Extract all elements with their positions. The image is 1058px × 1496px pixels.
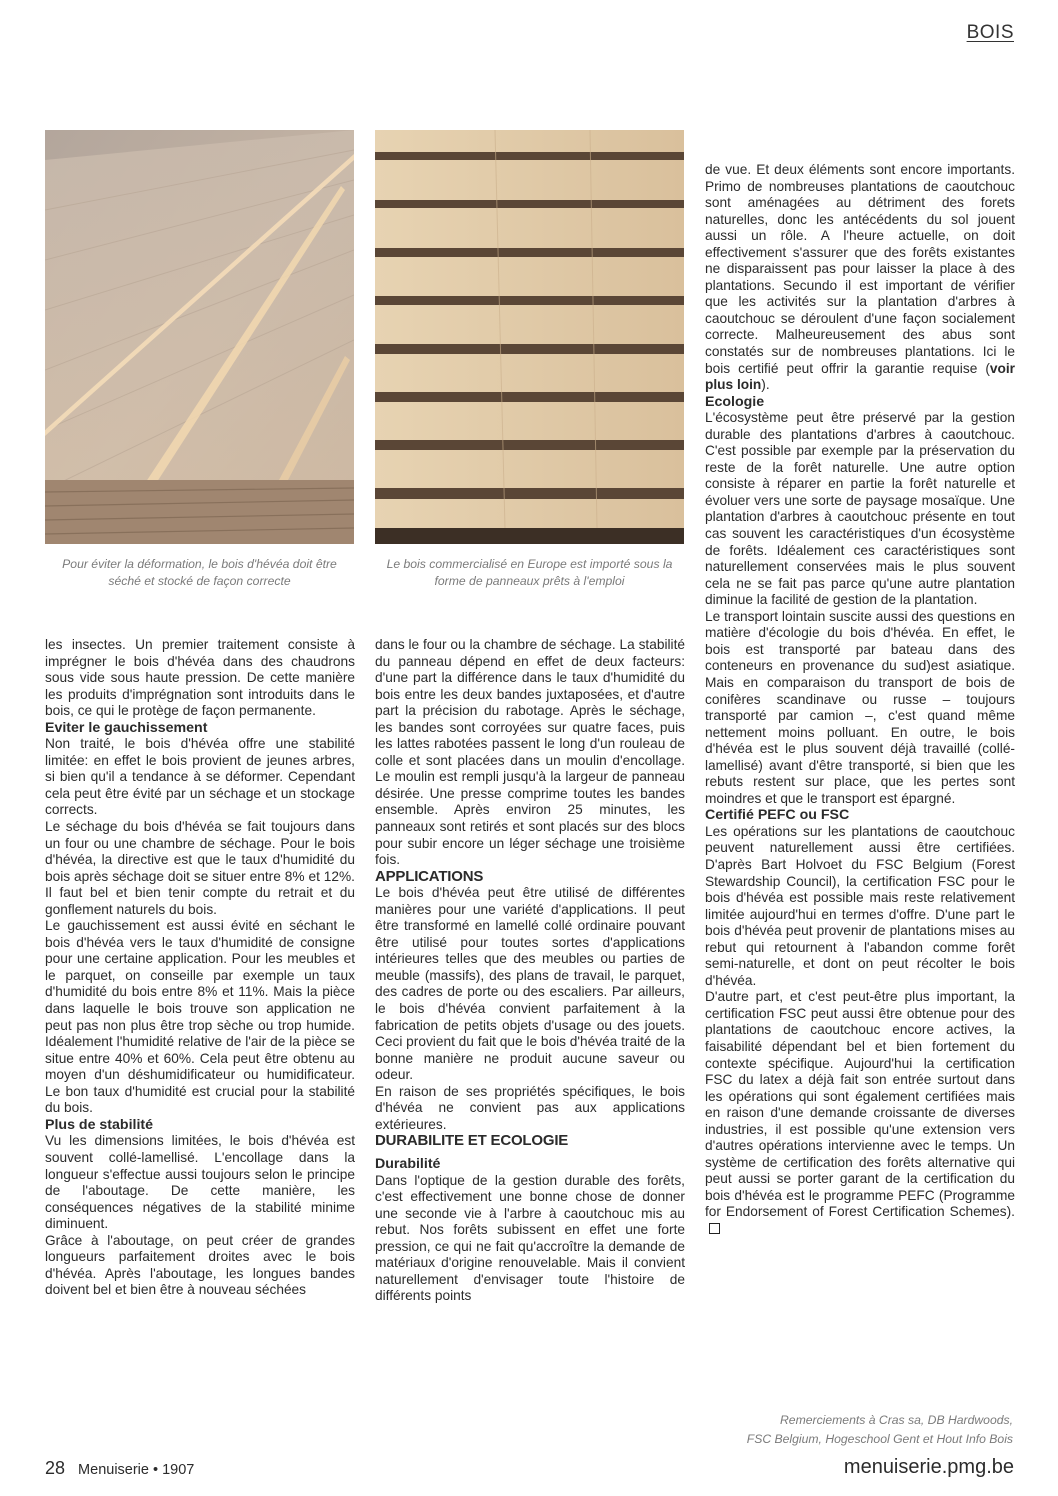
paragraph: Grâce à l'aboutage, on peut créer de grandes longueurs parfaitement droites avec le bois d'hévéa. Après l'aboutage, les longues bandes doivent bel et bien être à nouveau séchées <box>45 1232 355 1298</box>
photo-caption-2: Le bois commercialisé en Europe est importé sous la forme de panneaux prêts à l'emploi <box>386 557 673 588</box>
footer-page-info <box>45 1458 194 1479</box>
paragraph: L'écosystème peut être préservé par la gestion durable des plantations d'arbres à caoutchouc. C'est possible par exemple par la préservation du reste de la forêt naturelle. Une autre option consiste à réparer en partie la forêt naturelle et évoluer vers une sorte de paysage mosaïque. Une plantation d'arbres à caoutchouc présente en tout cas souvent les caractéristiques d'un écosystème de forêts. Idéalement ces caractéristiques sont naturellement conservées mais le plus souvent cela ne se fait pas parce qu'une autre plantation diminue la facilité de gestion de la plantation. <box>705 410 1015 608</box>
paragraph: Vu les dimensions limitées, le bois d'hévéa est souvent collé-lamellisé. L'encollage dans la longueur s'effectue aussi toujours selon le principe de l'aboutage. De cette manière, les conséquences négatives de la stabilité minime diminuent. <box>45 1133 355 1232</box>
subheading-plus-de-stabilite: Plus de stabilité <box>45 1116 154 1133</box>
section-heading-applications: APPLICATIONS <box>375 867 484 885</box>
article-column-3 <box>705 162 1015 1238</box>
magazine-issue: Menuiserie • 1907 <box>78 1462 195 1478</box>
subheading-eviter-gauchissement: Eviter le gauchissement <box>45 719 208 736</box>
paragraph: Le transport lointain suscite aussi des questions en matière d'écologie du bois d'hévéa. En effet, le bois est transporté par bateau dans des conteneurs en provenance du sud)est asiatique. Mais en comparaison du transport de bois de conifères scandinave ou russe – toujours transporté par camion –, c'est quand même nettement moins polluant. En outre, le bois d'hévéa est le plus souvent déjà travaillé (collé-lamellisé) avant d'être transporté, si bien que les rebuts restent sur place, que les pertes sont moindres et que le transport est épargné. <box>705 608 1015 806</box>
photo-hevea-planks <box>45 130 354 544</box>
paragraph: En raison de ses propriétés spécifiques, le bois d'hévéa ne convient pas aux applications extérieures. <box>375 1083 685 1132</box>
photo-hevea-planks-image <box>45 130 354 544</box>
website-link[interactable]: menuiserie.pmg.be <box>843 1456 1014 1478</box>
paragraph: dans le four ou la chambre de séchage. La stabilité du panneau dépend en effet de deux facteurs: d'une part la différence dans le taux d'humidité du bois entre les deux bandes juxtaposées, et d'autre part la précision du rabotage. Après le séchage, les bandes sont corroyées sur quatre faces, puis les lattes rabotées passent le long d'un rouleau de colle et sont placées dans un moulin d'encollage. Le moulin est rempli jusqu'à la largeur de panneau désirée. Une presse comprime toutes les bandes ensemble. Après environ 25 minutes, les panneaux sont retirés et sont placés sur des blocs pour subir encore un léger séchage une troisième fois. <box>375 637 685 868</box>
paragraph: les insectes. Un premier traitement consiste à imprégner le bois d'hévéa dans des chaudrons sous vide sous haute pression. De cette manière les produits d'imprégnation sont introduits dans le bois, ce qui le protège de façon permanente. <box>45 637 355 719</box>
article-column-2 <box>375 637 685 1305</box>
paragraph-text: D'autre part, et c'est peut-être plus important, la certification FSC peut aussi être obtenue pour des plantations de caoutchouc encore actives, la faisabilité dépendant bel et bien fortement du contexte spécifique. Aujourd'hui la certification FSC du latex a déjà fait son entrée surtout dans les opérations qui sont également certifiées mais en raison d'une demande croissante de diverses industries, il est possible qu'une extension vers d'autres opérations intervienne avec le temps. Un système de certification des forêts alternative qui peut aussi se porter garant de la certification du bois d'hévéa est le programme PEFC (Programme for Endorsement of Forest Certification Schemes). <box>705 989 1015 1220</box>
section-heading-durabilite-ecologie: DURABILITE ET ECOLOGIE <box>375 1132 569 1150</box>
paragraph <box>705 989 1015 1237</box>
paragraph: Les opérations sur les plantations de caoutchouc peuvent naturellement aussi être certifiées. D'après Bart Holvoet du FSC Belgium (Forest Stewardship Council), la certification FSC pour le bois d'hévéa est possible mais reste relativement limitée aujourd'hui en termes d'offre. D'une part le bois d'hévéa peut provenir de plantations mises au rebut qui retournent à l'abandon comme forêt semi-naturelle, et dont on peut récolter le bois d'hévéa. <box>705 823 1015 988</box>
acknowledgements <box>693 1411 1013 1449</box>
photo-caption-1: Pour éviter la déformation, le bois d'hévéa doit être séché et stocké de façon correcte <box>62 557 337 588</box>
paragraph: Le bois d'hévéa peut être utilisé de différentes manières pour une variété d'applications. Il peut être transformé en lamellé collé ordinaire pouvant être utilisé pour toutes sortes d'applications intérieures telles que des meubles ou parties de meuble (massifs), des plans de travail, le parquet, des cadres de porte ou des escaliers. Par ailleurs, le bois d'hévéa convient parfaitement à la fabrication de petits objets d'usage ou des jouets. Ceci provient du fait que le bois d'hévéa traité de la bonne manière ne produit aucune saveur ou odeur. <box>375 885 686 1083</box>
paragraph: Le gauchissement est aussi évité en séchant le bois d'hévéa vers le taux d'humidité de consigne pour une certaine application. Pour les meubles et le parquet, on conseille par exemple un taux d'humidité du bois entre 8% et 11%. Mais la pièce dans laquelle le bois trouve son application ne peut pas non plus être trop sèche ou trop humide. Idéalement l'humidité relative de l'air de la pièce se situe entre 40% et 60%. Cela peut être obtenu au moyen d'un déshumidificateur ou humidificateur. Le bon taux d'humidité est crucial pour la stabilité du bois. <box>45 918 355 1116</box>
paragraph: Non traité, le bois d'hévéa offre une stabilité limitée: en effet le bois provient de jeunes arbres, si bien qu'il a tendance à se déformer. Cependant cela peut être évité par un séchage et un stockage corrects. <box>45 736 355 818</box>
section-tag: BOIS <box>966 22 1014 43</box>
subheading-durabilite: Durabilité <box>375 1155 441 1172</box>
acknowledgements-line: Remerciements à Cras sa, DB Hardwoods, <box>780 1413 1013 1427</box>
acknowledgements-line: FSC Belgium, Hogeschool Gent et Hout Info Bois <box>746 1432 1013 1446</box>
article-column-1 <box>45 637 355 1299</box>
photo-stacked-panels <box>375 130 684 544</box>
photo-stacked-panels-image <box>375 130 684 544</box>
paragraph <box>705 162 1015 394</box>
end-of-article-icon <box>709 1223 720 1234</box>
paragraph-text: ). <box>761 377 770 393</box>
subheading-certifie-pefc-fsc: Certifié PEFC ou FSC <box>705 807 850 824</box>
paragraph: Le séchage du bois d'hévéa se fait toujours dans un four ou une chambre de séchage. Pour le bois d'hévéa, la directive est que le taux d'humidité du bois après séchage doit se situer entre 8% et 12%. Il faut bel et bien tenir compte du retrait et du gonflement naturels du bois. <box>45 819 355 917</box>
subheading-ecologie: Ecologie <box>705 393 765 410</box>
paragraph: Dans l'optique de la gestion durable des forêts, c'est effectivement une bonne chose de donner une seconde vie à l'arbre à caoutchouc mis au rebut. Nos forêts subissent en effet une forte pression, ce qui ne fait qu'accroître la demande de matériaux d'origine renouvelable. Mais il convient naturellement d'envisager toute l'histoire de différents points <box>375 1172 685 1304</box>
paragraph-text: de vue. Et deux éléments sont encore importants. Primo de nombreuses plantations de caoutchouc sont aménagées au détriment des forets naturelles, donc les antécédents du sol jouent aussi un rôle. A l'heure actuelle, on doit effectivement s'assurer que des forêts existantes ne disparaissent pas pour laisser la place à des plantations. Secundo il est important de vérifier que les activités sur la plantation d'arbres à caoutchouc se déroulent d'une façon socialement correcte. Malheureusement des abus sont constatés sur de nombreuses plantations. Ici le bois certifié peut offrir la garantie requise ( <box>705 162 1015 376</box>
page-number: 28 <box>45 1458 66 1478</box>
cross-reference-link: voir plus loin <box>705 360 1015 393</box>
